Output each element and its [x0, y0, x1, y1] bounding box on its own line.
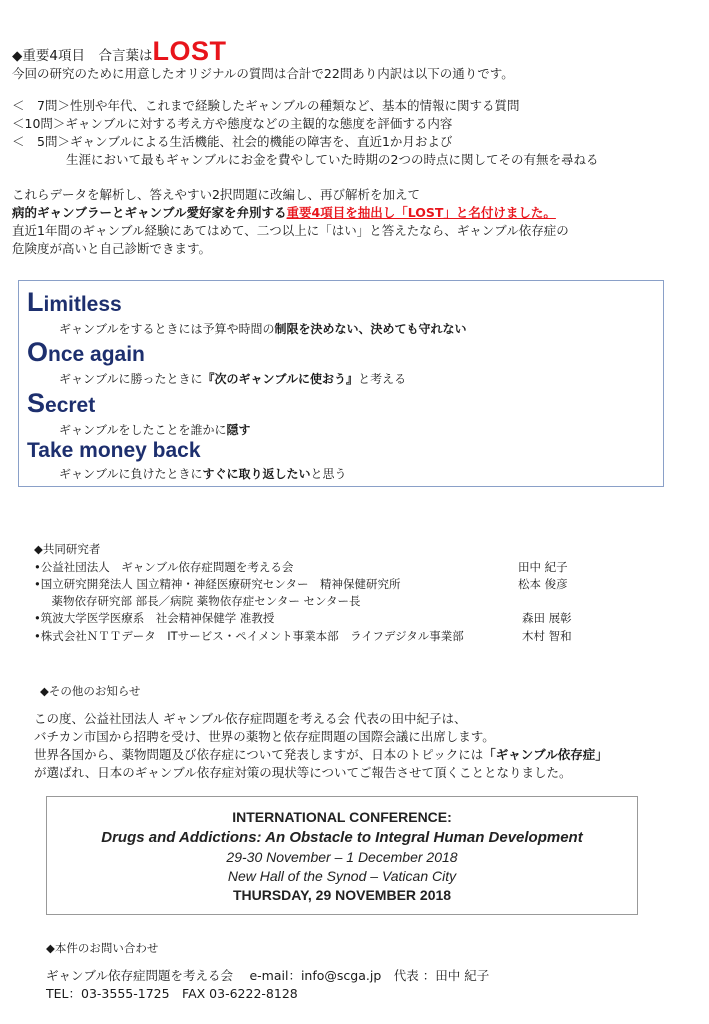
researcher-org: 薬物依存研究部 部長／病院 薬物依存症センター センター長	[40, 594, 361, 608]
lost-word: Take money back	[27, 439, 201, 462]
lost-item-desc: ギャンブルに勝ったときに『次のギャンブルに使おう』と考える	[59, 372, 407, 386]
researchers-heading: ◆共同研究者	[34, 542, 101, 556]
lost-word: ecret	[45, 394, 96, 417]
analysis-line: 直近1年間のギャンブル経験にあてはめて、二つ以上に「はい」と答えたなら、ギャンブル依存症の	[12, 223, 569, 238]
notice-heading: ◆その他のお知らせ	[40, 684, 141, 698]
conference-subtitle: Drugs and Addictions: An Obstacle to Integral Human Development	[101, 829, 583, 846]
section-heading-lost	[12, 36, 226, 67]
conference-dates: 29-30 November – 1 December 2018	[226, 849, 458, 865]
researcher-name: 森田 展彰	[522, 611, 572, 625]
analysis-line: これらデータを解析し、答えやすい2択問題に改編し、再び解析を加えて	[12, 187, 420, 202]
lost-item-desc: ギャンブルに負けたときにすぐに取り返したいと思う	[59, 467, 347, 481]
breakdown-line: ＜ 7問＞性別や年代、これまで経験したギャンブルの種類など、基本的情報に関する質問	[12, 98, 520, 113]
researcher-org: •公益社団法人 ギャンブル依存症問題を考える会	[34, 560, 294, 574]
notice-line: この度、公益社団法人 ギャンブル依存症問題を考える会 代表の田中紀子は、	[34, 711, 467, 726]
notice-line: バチカン市国から招聘を受け、世界の薬物と依存症問題の国際会議に出席します。	[34, 729, 495, 744]
breakdown-line: 生涯において最もギャンブルにお金を費やしていた時期の2つの時点に関してその有無を尋ねる	[66, 152, 599, 167]
conference-box	[46, 796, 638, 915]
researcher-org: •国立研究開発法人 国立精神・神経医療研究センター 精神保健研究所	[34, 577, 401, 591]
conference-venue: New Hall of the Synod – Vatican City	[227, 868, 457, 884]
researcher-name: 田中 紀子	[518, 560, 568, 574]
lost-item-title	[27, 388, 95, 419]
lost-word: nce again	[48, 343, 145, 366]
heading-text: ◆重要4項目 合言葉は	[12, 48, 153, 64]
breakdown-line: ＜ 5問＞ギャンブルによる生活機能、社会的機能の障害を、直近1か月および	[12, 134, 453, 149]
lost-item-desc: ギャンブルをしたことを誰かに隠す	[59, 423, 251, 437]
lost-initial: S	[27, 388, 46, 418]
lost-item-desc: ギャンブルをするときには予算や時間の制限を決めない、決めても守れない	[59, 322, 467, 336]
researcher-name: 松本 俊彦	[518, 577, 568, 591]
breakdown-line: ＜10問＞ギャンブルに対する考え方や態度などの主観的な態度を評価する内容	[12, 116, 453, 131]
lost-initial: L	[27, 287, 44, 317]
lost-keyword: LOST	[152, 36, 227, 66]
lost-item-title	[27, 287, 122, 318]
contact-line: TEL：03-3555-1725 FAX 03-6222-8128	[46, 986, 298, 1001]
researcher-name: 木村 智和	[522, 629, 572, 643]
contact-line: ギャンブル依存症問題を考える会 e-mail：info@scga.jp 代表 ：田中 紀子	[46, 968, 490, 983]
analysis-line: 危険度が高いと自己診断できます。	[12, 241, 212, 256]
notice-line-emphasis: 世界各国から、薬物問題及び依存症について発表しますが、日本のトピックには「ギャンブル依存症」	[34, 747, 608, 762]
lost-item-title	[27, 439, 201, 463]
analysis-red: 重要4項目を抽出し「LOST」と名付けました。	[286, 205, 556, 220]
researcher-org: •株式会社ＮＴＴデータ ITサービス・ペイメント事業本部 ライフデジタル事業部	[34, 629, 464, 643]
conference-day: THURSDAY, 29 NOVEMBER 2018	[232, 887, 452, 903]
lost-word: imitless	[43, 293, 122, 316]
conference-title: INTERNATIONAL CONFERENCE:	[232, 809, 452, 825]
contact-heading: ◆本件のお問い合わせ	[46, 941, 159, 955]
lost-box	[18, 280, 664, 487]
researcher-org: •筑波大学医学医療系 社会精神保健学 准教授	[34, 611, 275, 625]
lost-initial: O	[27, 337, 49, 367]
lost-item-title	[27, 337, 145, 368]
intro-text: 今回の研究のために用意したオリジナルの質問は合計で22問あり内訳は以下の通りです。	[12, 66, 514, 81]
analysis-bold: 病的ギャンブラーとギャンブル愛好家を弁別する	[12, 205, 287, 220]
analysis-line-emphasis	[12, 203, 556, 221]
notice-line: が選ばれ、日本のギャンブル依存症対策の現状等についてご報告させて頂くこととなりました。	[34, 765, 572, 780]
